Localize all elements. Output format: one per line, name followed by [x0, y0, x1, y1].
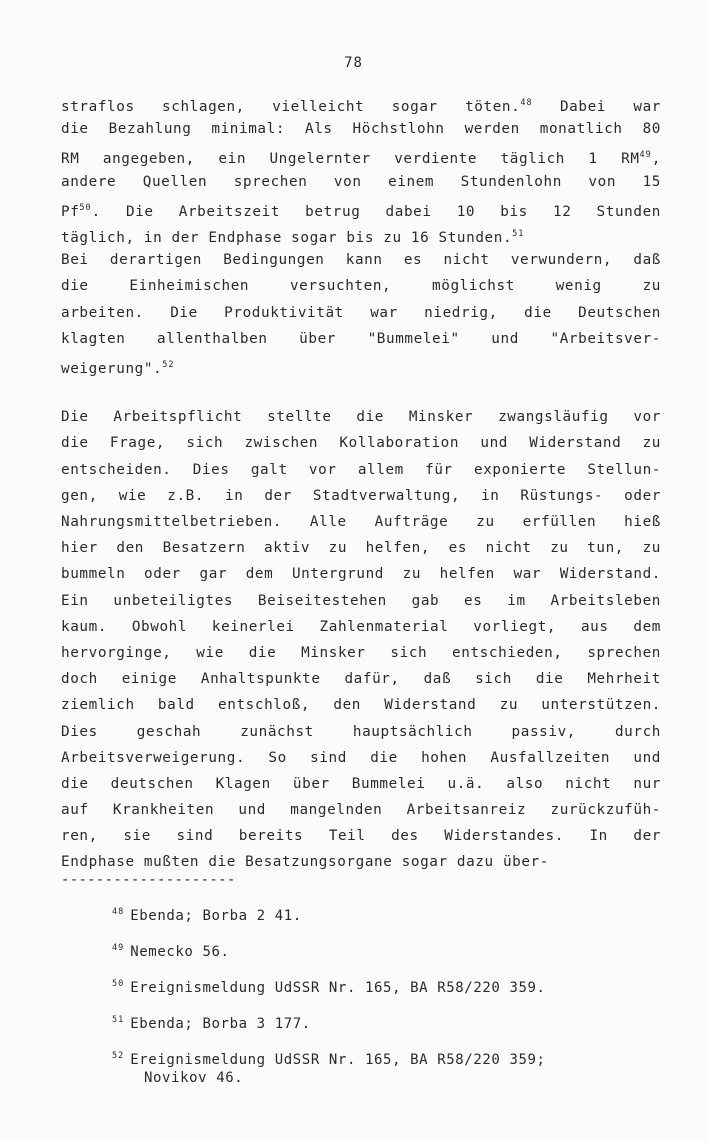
text-line: ren, sie sind bereits Teil des Widerstandes. In der: [61, 828, 661, 845]
text-line: Nahrungsmittelbetrieben. Alle Aufträge zu erfüllen hieß: [61, 514, 661, 530]
text-line: Endphase mußten die Besatzungsorgane sogar dazu über-: [61, 854, 549, 871]
text-line: kaum. Obwohl keinerlei Zahlenmaterial vorliegt, aus dem: [61, 618, 661, 635]
text-line: die Frage, sich zwischen Kollaboration und Widerstand zu: [61, 435, 661, 452]
text-line: Dies geschah zunächst hauptsächlich passiv, durch: [61, 723, 661, 740]
paragraph-2: [61, 404, 661, 875]
footnote-number: 48: [112, 907, 125, 917]
footnote-separator: --------------------: [61, 872, 236, 888]
text-line: arbeiten. Die Produktivität war niedrig, die Deutschen: [61, 304, 661, 321]
text-line: Die Arbeitspflicht stellte die Minsker zwangsläufig vor: [61, 409, 661, 426]
text-line: andere Quellen sprechen von einem Stundenlohn von 15: [61, 173, 661, 190]
text-line: klagten allenthalben über "Bummelei" und "Arbeitsver-: [61, 330, 661, 347]
text-line: straflos schlagen, vielleicht sogar töten.$^{48}$ Dabei war: [61, 98, 662, 115]
text-line: gen, wie z.B. in der Stadtverwaltung, in Rüstungs- oder: [61, 487, 661, 504]
text-line: die deutschen Klagen über Bummelei u.ä. also nicht nur: [61, 775, 661, 792]
footnote: $^{51}$ Ebenda; Borba 3 177.: [112, 1015, 311, 1032]
text-line: weigerung".$^{52}$: [61, 359, 175, 377]
footnote-ref: 52: [162, 359, 175, 370]
footnote-ref: 49: [639, 150, 652, 161]
page-number: 78: [344, 55, 363, 71]
text-line: entscheiden. Dies galt vor allem für exponierte Stellun-: [61, 461, 661, 478]
text-line: auf Krankheiten und mangelnden Arbeitsanreiz zurückzufüh-: [61, 802, 661, 819]
footnote-number: 49: [112, 943, 125, 953]
paragraph-1: [61, 90, 661, 378]
footnote: $^{48}$ Ebenda; Borba 2 41.: [112, 907, 302, 924]
text-line: Pf$^{50}$. Die Arbeitszeit betrug dabei 10 bis 12 Stunden: [61, 202, 661, 220]
text-line: Bei derartigen Bedingungen kann es nicht verwundern, daß: [61, 252, 661, 269]
text-line: hervorginge, wie die Minsker sich entschieden, sprechen: [61, 644, 661, 661]
text-line: hier den Besatzern aktiv zu helfen, es nicht zu tun, zu: [61, 540, 661, 557]
footnote: $^{52}$ Ereignismeldung UdSSR Nr. 165, BA R58/220 359; Novikov 46.: [112, 1047, 672, 1087]
body-text: [61, 90, 661, 876]
text-line: täglich, in der Endphase sogar bis zu 16 Stunden.$^{51}$: [61, 228, 525, 246]
footnote-number: 51: [112, 1015, 125, 1025]
footnotes: [112, 903, 672, 1101]
footnote-ref: 48: [520, 98, 533, 108]
text-line: ziemlich bald entschloß, den Widerstand zu unterstützen.: [61, 697, 661, 714]
text-line: RM angegeben, ein Ungelernter verdiente täglich 1 RM$^{49}$,: [61, 150, 661, 168]
footnote-ref: 50: [79, 202, 92, 213]
text-line: die Einheimischen versuchten, möglichst wenig zu: [61, 278, 661, 295]
footnote-number: 50: [112, 979, 125, 989]
footnote: $^{49}$ Nemecko 56.: [112, 943, 230, 960]
text-line: die Bezahlung minimal: Als Höchstlohn werden monatlich 80: [61, 121, 661, 138]
footnote-continuation: Novikov 46.: [144, 1070, 244, 1086]
footnote: $^{50}$ Ereignismeldung UdSSR Nr. 165, BA R58/220 359.: [112, 979, 546, 996]
text-line: doch einige Anhaltspunkte dafür, daß sich die Mehrheit: [61, 671, 661, 688]
text-line: Ein unbeteiligtes Beiseitestehen gab es im Arbeitsleben: [61, 592, 661, 609]
text-line: Arbeitsverweigerung. So sind die hohen Ausfallzeiten und: [61, 749, 661, 766]
text-line: bummeln oder gar dem Untergrund zu helfen war Widerstand.: [61, 566, 661, 583]
footnote-ref: 51: [512, 228, 525, 239]
footnote-number: 52: [112, 1051, 125, 1061]
